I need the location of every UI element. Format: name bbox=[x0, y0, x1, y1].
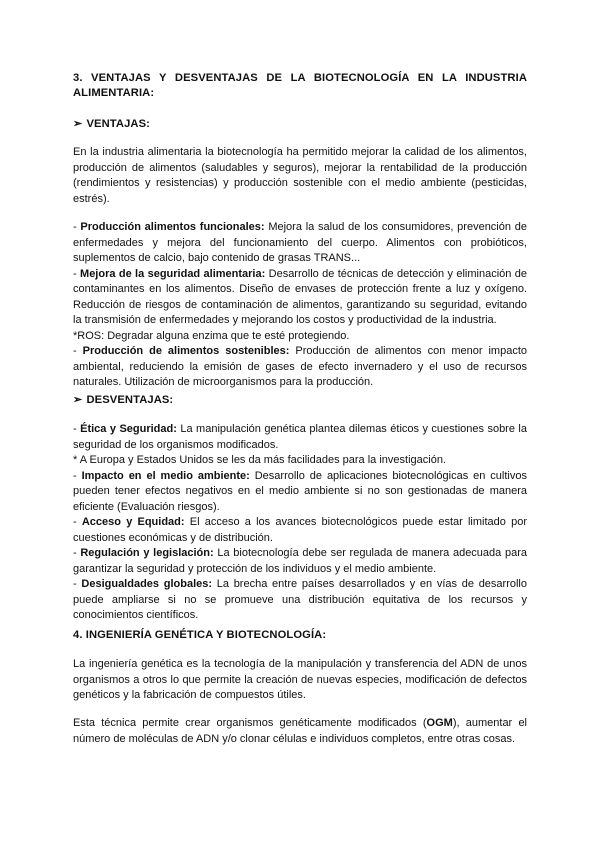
item-label: Regulación y legislación: bbox=[80, 547, 214, 559]
list-item: - Ética y Seguridad: La manipulación genética plantea dilemas éticos y cuestiones sobre la seguridad de los organismos modificados. bbox=[73, 423, 527, 451]
item-text: Mejora la salud de los consumidores, prevención de enfermedades y mejora del funcionamiento del cuerpo. Alimentos con probióticos, suplementos de calcio, bajo contenido de grasas TRANS... bbox=[73, 221, 527, 264]
list-item: - Desigualdades globales: La brecha entre países desarrollados y en vías de desarrollo puede ampliarse si no se promueve una distribución equitativa de los recursos y conocimientos científicos. bbox=[73, 578, 527, 621]
ventajas-list bbox=[73, 220, 527, 391]
item-label: Impacto en el medio ambiente: bbox=[81, 469, 250, 482]
arrow-bullet-icon: ➢ bbox=[73, 118, 83, 130]
item-label: Producción de alimentos sostenibles: bbox=[82, 345, 290, 357]
list-note: *ROS: Degradar alguna enzima que te esté protegiendo. bbox=[73, 329, 350, 342]
desventajas-list bbox=[73, 422, 527, 624]
desventajas-heading bbox=[73, 393, 527, 408]
list-note: * A Europa y Estados Unidos se les da más facilidades para la investigación. bbox=[73, 454, 446, 466]
section-3-title-line2: ALIMENTARIA: bbox=[73, 87, 155, 99]
section-3-title-line1: 3. VENTAJAS Y DESVENTAJAS DE LA BIOTECNOLOGÍA EN LA INDUSTRIA bbox=[73, 72, 527, 84]
list-item: - Producción alimentos funcionales: Mejora la salud de los consumidores, prevención de enfermedades y mejora del funcionamiento del cuerpo. Alimentos con probióticos, suplementos de calcio, bajo contenido de grasas TRANS... bbox=[73, 221, 527, 264]
item-label: Producción alimentos funcionales: bbox=[80, 221, 265, 233]
desventajas-heading-text: DESVENTAJAS: bbox=[86, 394, 174, 406]
item-label: Acceso y Equidad: bbox=[81, 516, 185, 528]
section-4-paragraph-1: La ingeniería genética es la tecnología de la manipulación y transferencia del ADN de unos organismos a otros lo que permite la creación de nuevas especies, modificación de defectos genéticos y la fabricación de compuestos útiles. bbox=[73, 658, 527, 701]
item-text: Producción de alimentos con menor impacto ambiental, reduciendo la emisión de gases de efecto invernadero y el uso de recursos naturales. Utilización de microorganismos para la producción. bbox=[73, 345, 527, 388]
item-label: Desigualdades globales: bbox=[81, 578, 213, 590]
ventajas-heading bbox=[73, 117, 527, 132]
list-item: - Regulación y legislación: La biotecnología debe ser regulada de manera adecuada para garantizar la seguridad y protección de los individuos y el medio ambiente. bbox=[73, 547, 527, 575]
item-text: El acceso a los avances biotecnológicos puede estar limitado por cuestiones económicas y de distribución. bbox=[73, 516, 527, 544]
ventajas-intro: En la industria alimentaria la biotecnología ha permitido mejorar la calidad de los alimentos, producción de alimentos (saludables y seguros), mejorar la rentabilidad de la producción (rendimientos y resistencias) y producción sostenible con el medio ambiente (pesticidas, estrés). bbox=[73, 146, 527, 205]
item-text: Desarrollo de aplicaciones biotecnológicas en cultivos pueden tener efectos negativos en el medio ambiente si no son gestionadas de manera eficiente (Evaluación riesgos). bbox=[73, 469, 527, 513]
item-label: Mejora de la seguridad alimentaria: bbox=[80, 267, 266, 280]
section-4-title: 4. INGENIERÍA GENÉTICA Y BIOTECNOLOGÍA: bbox=[73, 629, 327, 641]
list-item: - Mejora de la seguridad alimentaria: Desarrollo de técnicas de detección y eliminación de contaminantes en los alimentos. Diseño de envases de protección frente a luz y oxígeno. Reducción de riesgos de contaminación de alimentos, garantizando su seguridad, evitando la transmisión de enfermedades y mejorando los costos y productividad de la industria. bbox=[73, 267, 527, 326]
section-3-title bbox=[73, 71, 527, 101]
item-text: Desarrollo de técnicas de detección y eliminación de contaminantes en los alimentos. Diseño de envases de protección frente a luz y oxígeno. Reducción de riesgos de contaminación de alimentos, garantizando su seguridad, evitando la transmisión de enfermedades y mejorando los costos y productividad de la industria. bbox=[73, 267, 527, 326]
item-label: Ética y Seguridad: bbox=[80, 423, 177, 435]
item-text: La manipulación genética plantea dilemas éticos y cuestiones sobre la seguridad de los organismos modificados. bbox=[73, 423, 527, 451]
arrow-bullet-icon: ➢ bbox=[73, 394, 83, 406]
ventajas-heading-text: VENTAJAS: bbox=[86, 118, 150, 130]
list-item: - Producción de alimentos sostenibles: Producción de alimentos con menor impacto ambiental, reduciendo la emisión de gases de efecto invernadero y el uso de recursos naturales. Utilización de microorganismos para la producción. bbox=[73, 345, 527, 388]
item-text: La brecha entre países desarrollados y en vías de desarrollo puede ampliarse si no se promueve una distribución equitativa de los recursos y conocimientos científicos. bbox=[73, 578, 527, 621]
ogm-term: OGM bbox=[426, 717, 453, 729]
list-item: - Impacto en el medio ambiente: Desarrollo de aplicaciones biotecnológicas en cultivos pueden tener efectos negativos en el medio ambiente si no son gestionadas de manera eficiente (Evaluación riesgos). bbox=[73, 469, 527, 513]
section-4-paragraph-2: Esta técnica permite crear organismos genéticamente modificados (OGM), aumentar el número de moléculas de ADN y/o clonar células e individuos completos, entre otras cosas. bbox=[73, 717, 528, 745]
list-item: - Acceso y Equidad: El acceso a los avances biotecnológicos puede estar limitado por cuestiones económicas y de distribución. bbox=[73, 516, 527, 544]
item-text: La biotecnología debe ser regulada de manera adecuada para garantizar la seguridad y protección de los individuos y el medio ambiente. bbox=[73, 547, 527, 575]
